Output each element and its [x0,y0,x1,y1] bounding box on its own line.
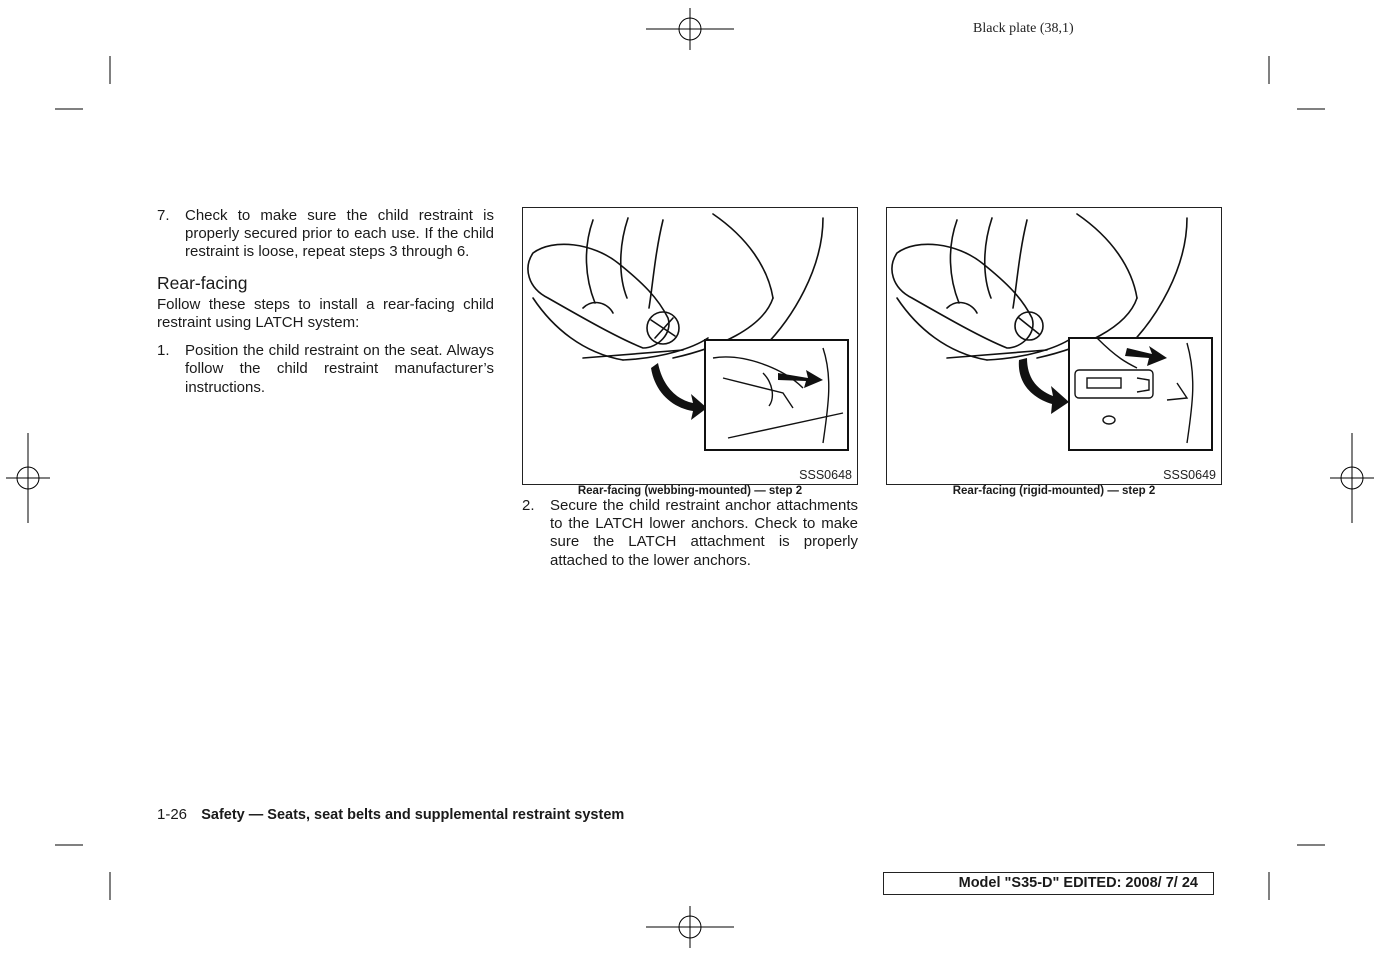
step-text: Secure the child restraint anchor attachments to the LATCH lower anchors. Check to make sure the LATCH attachment is properly attached to the lower anchors. [550,497,858,569]
page-footer [157,806,624,823]
step-text: Position the child restraint on the seat. Always follow the child restraint manufacturer’s instructions. [185,342,494,396]
figure-code: SSS0648 [799,468,852,482]
step-1 [157,342,494,397]
figure-webbing-mounted [522,207,858,485]
figure-caption: Rear-facing (webbing-mounted) — step 2 [577,485,803,497]
section-title: Safety — Seats, seat belts and supplemental restraint system [201,807,625,823]
step-number: 7. [157,207,170,224]
step-text: Check to make sure the child restraint is properly secured prior to each use. If the child restraint is loose, repeat steps 3 through 6. [185,207,494,261]
step-number: 1. [157,342,170,360]
seat-illustration-1 [523,208,857,484]
intro-paragraph: Follow these steps to install a rear-facing child restraint using LATCH system: [157,295,494,332]
model-edited-box: Model "S35-D" EDITED: 2008/ 7/ 24 [883,872,1214,895]
seat-illustration-2 [887,208,1221,484]
plate-label: Black plate (38,1) [973,21,1074,36]
figure-caption: Rear-facing (rigid-mounted) — step 2 [952,485,1156,497]
step-2 [522,497,858,570]
page-number: 1-26 [157,806,188,823]
column-left [157,207,494,397]
column-middle [522,497,858,570]
section-heading: Rear-facing [157,272,248,293]
step-number: 2. [522,497,535,514]
step-7 [157,207,494,262]
figure-code: SSS0649 [1163,468,1216,482]
figure-rigid-mounted [886,207,1222,485]
